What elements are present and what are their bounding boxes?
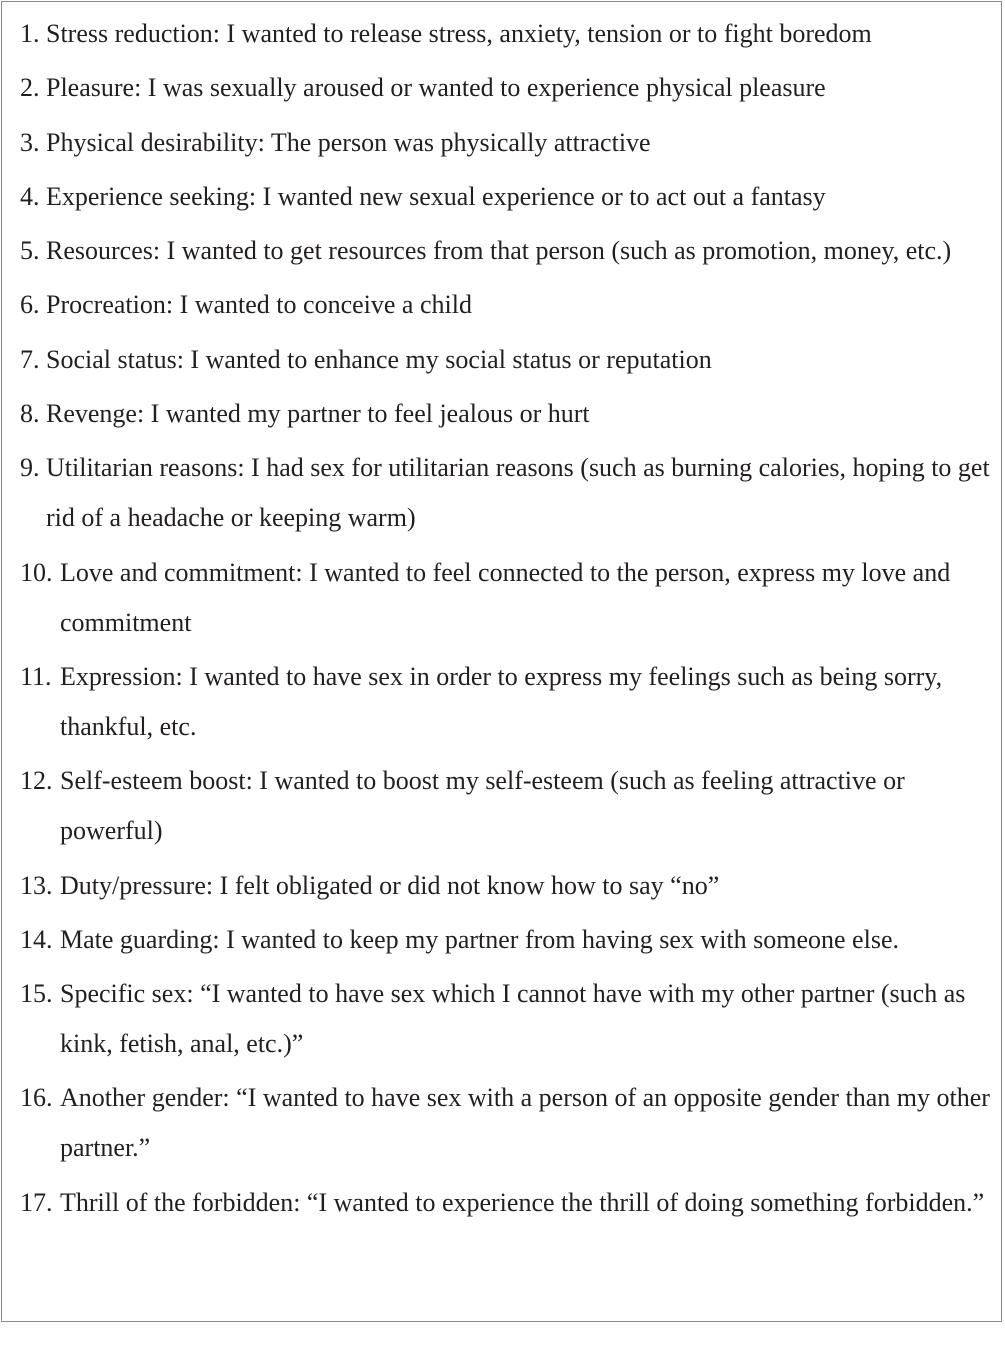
list-item <box>20 280 995 330</box>
item-number: 7. <box>20 344 40 374</box>
list-item <box>20 861 995 911</box>
item-text: Revenge: I wanted my partner to feel jealous or hurt <box>46 399 590 429</box>
item-text: Self-esteem boost: I wanted to boost my self-esteem (such as feeling attractive or powerful) <box>60 766 905 846</box>
item-text: Duty/pressure: I felt obligated or did not know how to say “no” <box>60 870 720 900</box>
list-item <box>20 548 995 648</box>
item-text: Physical desirability: The person was physically attractive <box>46 127 651 157</box>
item-text: Pleasure: I was sexually aroused or wanted to experience physical pleasure <box>46 73 826 103</box>
list-item <box>20 1073 995 1173</box>
item-number: 3. <box>20 127 40 157</box>
item-number: 15. <box>20 979 53 1009</box>
item-text: Procreation: I wanted to conceive a child <box>46 290 472 320</box>
list-item <box>20 389 995 439</box>
item-number: 9. <box>20 453 40 483</box>
item-text: Resources: I wanted to get resources from that person (such as promotion, money, etc.) <box>46 236 952 266</box>
item-number: 8. <box>20 399 40 429</box>
item-number: 11. <box>20 661 52 691</box>
item-number: 10. <box>20 557 53 587</box>
item-text: Experience seeking: I wanted new sexual experience or to act out a fantasy <box>46 181 826 211</box>
list-item <box>20 756 995 856</box>
list-item <box>20 118 995 168</box>
item-number: 17. <box>20 1187 53 1217</box>
item-number: 13. <box>20 870 53 900</box>
item-number: 2. <box>20 73 40 103</box>
item-text: Social status: I wanted to enhance my social status or reputation <box>46 344 712 374</box>
list-item <box>20 335 995 385</box>
list-item <box>20 9 995 59</box>
item-number: 5. <box>20 236 40 266</box>
item-text: Specific sex: “I wanted to have sex which I cannot have with my other partner (such as kink, fetish, anal, etc.)” <box>60 979 966 1059</box>
list-item <box>20 1178 995 1228</box>
item-text: Mate guarding: I wanted to keep my partner from having sex with someone else. <box>60 924 899 954</box>
item-text: Love and commitment: I wanted to feel connected to the person, express my love and commitment <box>60 557 951 637</box>
list-item <box>20 652 995 752</box>
motives-table-box <box>1 1 1002 1322</box>
item-text: Utilitarian reasons: I had sex for utilitarian reasons (such as burning calories, hoping to get rid of a headache or keeping warm) <box>46 453 990 533</box>
list-item <box>20 915 995 965</box>
item-text: Stress reduction: I wanted to release stress, anxiety, tension or to fight boredom <box>46 19 872 48</box>
item-number: 6. <box>20 290 40 320</box>
item-text: Another gender: “I wanted to have sex with a person of an opposite gender than my other partner.” <box>60 1083 990 1163</box>
list-item <box>20 172 995 222</box>
list-item <box>20 969 995 1069</box>
item-number: 4. <box>20 181 40 211</box>
list-item <box>20 226 995 276</box>
item-number: 16. <box>20 1083 53 1113</box>
list-item <box>20 443 995 543</box>
motives-list <box>20 9 995 1232</box>
item-number: 1. <box>20 19 40 48</box>
item-text: Thrill of the forbidden: “I wanted to experience the thrill of doing something forbidden.” <box>60 1187 985 1217</box>
item-number: 12. <box>20 766 53 796</box>
item-number: 14. <box>20 924 53 954</box>
item-text: Expression: I wanted to have sex in order to express my feelings such as being sorry, thankful, etc. <box>60 661 943 741</box>
list-item <box>20 63 995 113</box>
